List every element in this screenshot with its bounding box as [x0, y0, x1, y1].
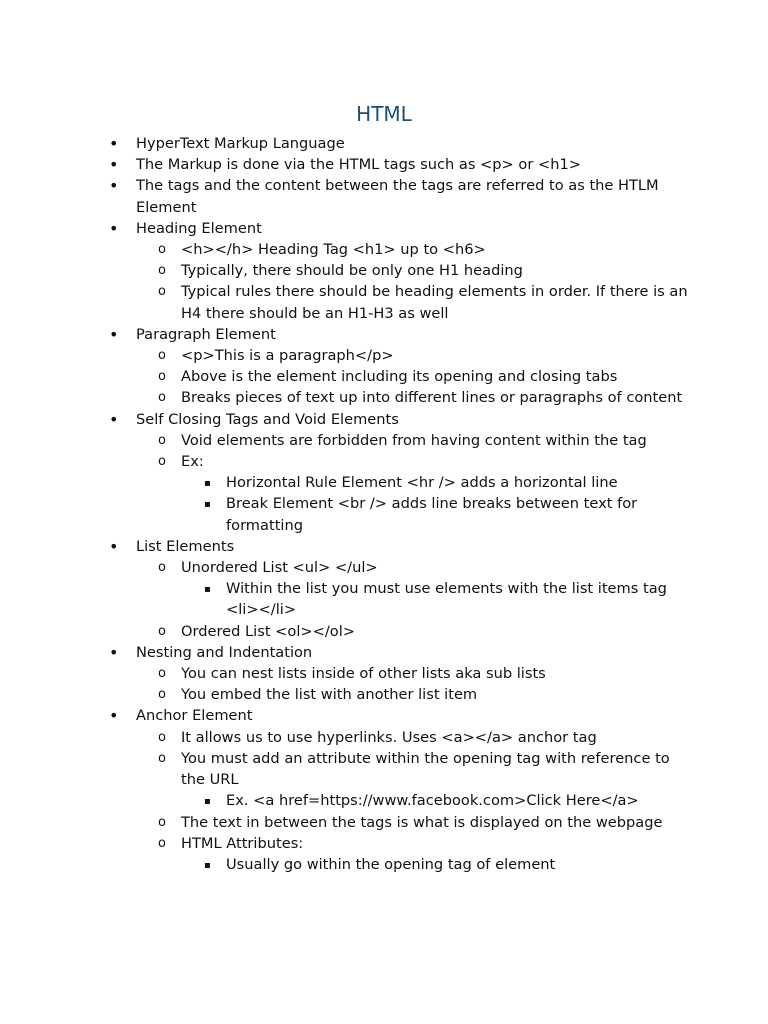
- bullet-list: [0, 133, 768, 875]
- bullet-marker: •: [109, 155, 119, 175]
- sub-list-item: [158, 557, 688, 621]
- sub-list-item: [158, 663, 688, 684]
- list-item-text: List Elements: [136, 537, 235, 555]
- sub-list-item: [158, 833, 688, 875]
- list-item-text: Typically, there should be only one H1 heading: [181, 262, 523, 280]
- sub-list-item: [158, 727, 688, 748]
- list-item: [0, 642, 768, 706]
- list-item-text: Anchor Element: [136, 707, 253, 725]
- list-item-text: Break Element <br /> adds line breaks between text for formatting: [226, 495, 638, 534]
- sub-sub-list-item: [204, 493, 688, 535]
- sub-list: [136, 663, 688, 705]
- sub-bullet-marker: o: [158, 369, 166, 385]
- sub-list: [181, 854, 688, 875]
- sub-bullet-marker: o: [158, 454, 166, 470]
- list-item-text: You must add an attribute within the opening tag with reference to the URL: [181, 749, 670, 789]
- sub-bullet-marker: o: [158, 263, 166, 279]
- bullet-marker: •: [109, 642, 119, 662]
- sub-bullet-marker: o: [158, 242, 166, 258]
- list-item-text: Above is the element including its opening and closing tabs: [181, 368, 618, 386]
- list-item-text: You can nest lists inside of other lists aka sub lists: [181, 665, 546, 683]
- sub-list-item: [158, 748, 688, 812]
- list-item-text: Ex:: [181, 453, 204, 471]
- list-item: [0, 536, 768, 642]
- sub-list: [136, 430, 688, 536]
- sub-sub-list-item: [204, 790, 688, 811]
- square-bullet-marker: ▪: [204, 584, 211, 596]
- bullet-marker: •: [109, 218, 119, 238]
- sub-list-item: [158, 812, 688, 833]
- sub-bullet-marker: o: [158, 666, 166, 682]
- document-title: HTML: [356, 102, 412, 126]
- square-bullet-marker: ▪: [204, 859, 211, 871]
- sub-list-item: [158, 281, 688, 323]
- list-item-text: Heading Element: [136, 219, 262, 237]
- sub-list-item: [158, 684, 688, 705]
- list-item-text: Ex. <a href=https://www.facebook.com>Click Here</a>: [226, 792, 639, 810]
- list-item-text: It allows us to use hyperlinks. Uses <a></a> anchor tag: [181, 728, 597, 746]
- list-item: [0, 409, 768, 536]
- sub-bullet-marker: o: [158, 623, 166, 639]
- list-item-text: HyperText Markup Language: [136, 135, 345, 152]
- list-item-text: Typical rules there should be heading elements in order. If there is an H4 there should be an H1-H3 as well: [181, 283, 688, 322]
- sub-bullet-marker: o: [158, 750, 166, 766]
- list-item-text: Horizontal Rule Element <hr /> adds a horizontal line: [226, 474, 618, 492]
- square-bullet-marker: ▪: [204, 478, 211, 490]
- sub-list-item: [158, 387, 688, 408]
- list-item-text: HTML Attributes:: [181, 834, 304, 852]
- sub-bullet-marker: o: [158, 687, 166, 703]
- list-item-text: <p>This is a paragraph</p>: [181, 347, 394, 365]
- sub-list: [136, 727, 688, 875]
- bullet-marker: •: [109, 134, 119, 153]
- sub-list-item: [158, 451, 688, 536]
- list-item: [0, 175, 768, 217]
- list-item-text: The Markup is done via the HTML tags such as <p> or <h1>: [136, 156, 581, 174]
- sub-bullet-marker: o: [158, 560, 166, 576]
- list-item-text: Paragraph Element: [136, 325, 276, 343]
- sub-list-item: [158, 239, 688, 260]
- list-item-text: <h></h> Heading Tag <h1> up to <h6>: [181, 241, 486, 259]
- bullet-marker: •: [109, 409, 119, 429]
- square-bullet-marker: ▪: [204, 796, 211, 808]
- sub-list: [136, 557, 688, 642]
- sub-list-item: [158, 621, 688, 642]
- bullet-marker: •: [109, 706, 119, 726]
- list-item-text: Self Closing Tags and Void Elements: [136, 410, 399, 428]
- sub-list: [136, 345, 688, 409]
- list-item-text: Unordered List <ul> </ul>: [181, 559, 378, 577]
- document-body: [0, 133, 768, 875]
- list-item-text: Ordered List <ol></ol>: [181, 622, 355, 640]
- square-bullet-marker: ▪: [204, 499, 211, 511]
- list-item: [0, 705, 768, 875]
- sub-bullet-marker: o: [158, 729, 166, 745]
- sub-list-item: [158, 260, 688, 281]
- sub-bullet-marker: o: [158, 390, 166, 406]
- list-item-text: Within the list you must use elements with the list items tag <li></li>: [226, 580, 667, 619]
- bullet-marker: •: [109, 536, 119, 556]
- sub-bullet-marker: o: [158, 432, 166, 448]
- bullet-marker: •: [109, 324, 119, 344]
- sub-sub-list-item: [204, 578, 688, 620]
- list-item-text: Void elements are forbidden from having content within the tag: [181, 431, 647, 449]
- list-item: [0, 133, 768, 154]
- sub-bullet-marker: o: [158, 835, 166, 851]
- list-item-text: The text in between the tags is what is displayed on the webpage: [181, 813, 663, 831]
- list-item: [0, 324, 768, 409]
- sub-bullet-marker: o: [158, 284, 166, 300]
- bullet-marker: •: [109, 176, 119, 196]
- list-item-text: Nesting and Indentation: [136, 643, 313, 661]
- sub-list: [181, 790, 688, 811]
- sub-bullet-marker: o: [158, 348, 166, 364]
- list-item: [0, 218, 768, 324]
- sub-list-item: [158, 345, 688, 366]
- list-item-text: Usually go within the opening tag of element: [226, 855, 556, 873]
- list-item-text: Breaks pieces of text up into different lines or paragraphs of content: [181, 389, 683, 407]
- sub-list-item: [158, 366, 688, 387]
- sub-sub-list-item: [204, 472, 688, 493]
- sub-bullet-marker: o: [158, 814, 166, 830]
- list-item: [0, 154, 768, 175]
- list-item-text: The tags and the content between the tags are referred to as the HTLM Element: [136, 177, 659, 216]
- sub-list-item: [158, 430, 688, 451]
- list-item-text: You embed the list with another list item: [181, 686, 478, 704]
- sub-list: [181, 472, 688, 536]
- sub-list: [136, 239, 688, 324]
- sub-sub-list-item: [204, 854, 688, 875]
- sub-list: [181, 578, 688, 620]
